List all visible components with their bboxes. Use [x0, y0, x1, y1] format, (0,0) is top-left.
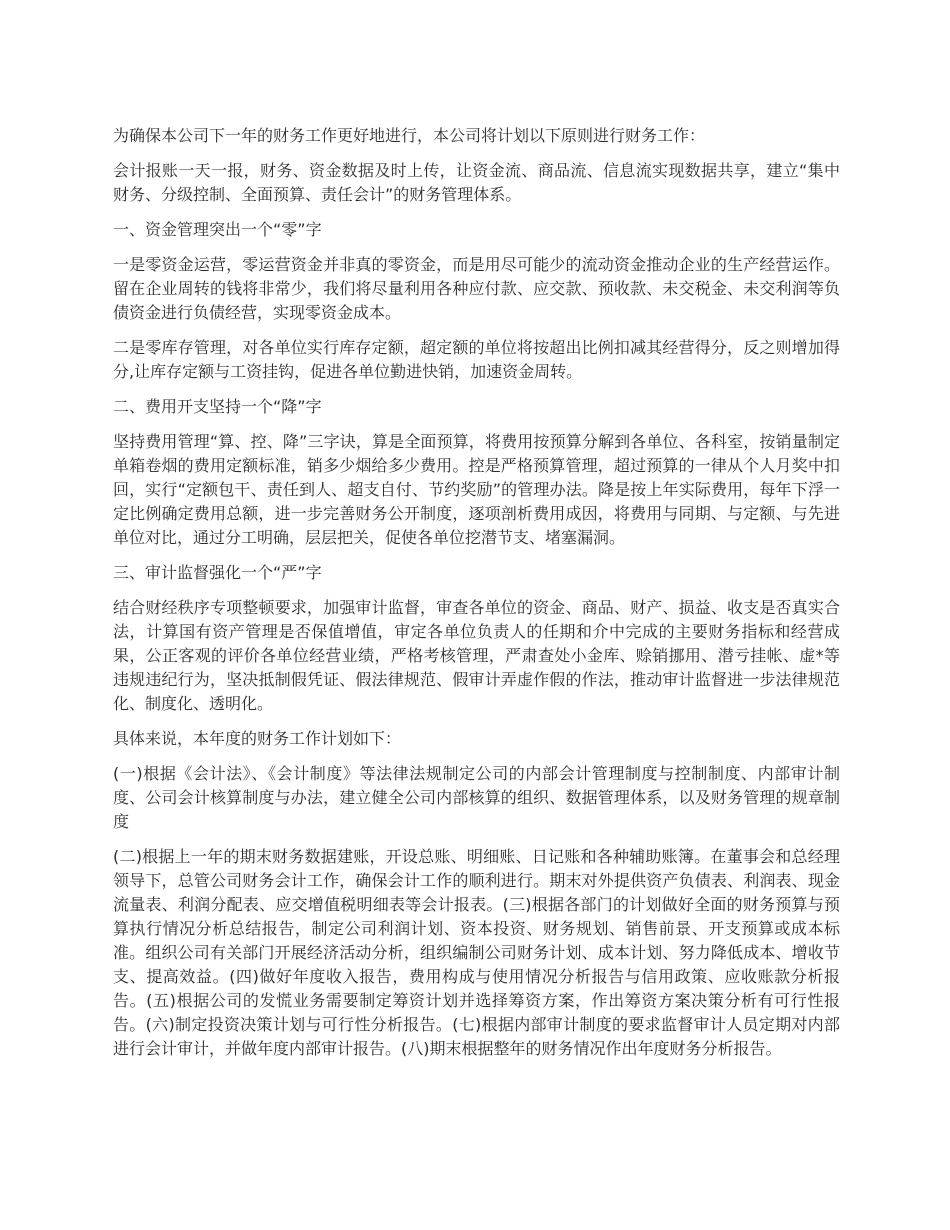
- intro-paragraph: 为确保本公司下一年的财务工作更好地进行，本公司将计划以下原则进行财务工作：: [113, 126, 706, 145]
- section-1-paragraph-2: 二是零库存管理，对各单位实行库存定额，超定额的单位将按超出比例扣减其经营得分，反之则增加得分,让库存定额与工资挂钩，促进各单位勤进快销，加速资金周转。: [113, 338, 840, 381]
- plan-intro: 具体来说，本年度的财务工作计划如下：: [113, 729, 402, 748]
- section-3-heading: 三、审计监督强化一个“严”字: [113, 563, 322, 582]
- section-3-paragraph-1: 结合财经秩序专项整顿要求，加强审计监督，审查各单位的资金、商品、财产、损益、收支是否真实合法，计算国有资产管理是否保值增值，审定各单位负责人的任期和介中完成的主要财务指标和经营成果，公正客观的评价各单位经营业绩，严格考核管理，严肃查处小金库、赊销挪用、潜亏挂帐、虚*等违规违纪行为，坚决抵制假凭证、假法律规范、假审计弄虚作假的作法，推动审计监督进一步法律规范化、制度化、透明化。: [113, 598, 840, 713]
- plan-item-1: (一)根据《会计法》、《会计制度》等法律法规制定公司的内部会计管理制度与控制制度、内部审计制度、公司会计核算制度与办法，建立健全公司内部核算的组织、数据管理体系，以及财务管理的规章制度: [113, 764, 840, 831]
- section-2-heading: 二、费用开支坚持一个“降”字: [113, 397, 322, 416]
- section-1-heading: 一、资金管理突出一个“零”字: [113, 220, 322, 239]
- principle-paragraph: 会计报账一天一报，财务、资金数据及时上传，让资金流、商品流、信息流实现数据共享，建立“集中财务、分级控制、全面预算、责任会计”的财务管理体系。: [113, 161, 840, 204]
- section-1-paragraph-1: 一是零资金运营，零运营资金并非真的零资金，而是用尽可能少的流动资金推动企业的生产经营运作。留在企业周转的钱将非常少，我们将尽量利用各种应付款、应交款、预收款、未交税金、未交利润等负债资金进行负债经营，实现零资金成本。: [113, 255, 840, 322]
- section-2-paragraph-1: 坚持费用管理“算、控、降”三字诀，算是全面预算，将费用按预算分解到各单位、各科室，按销量制定单箱卷烟的费用定额标准，销多少烟给多少费用。控是严格预算管理，超过预算的一律从个人月奖中扣回，实行“定额包干、责任到人、超支自付、节约奖励”的管理办法。降是按上年实际费用，每年下浮一定比例确定费用总额，进一步完善财务公开制度，逐项剖析费用成因，将费用与同期、与定额、与先进单位对比，通过分工明确，层层把关，促使各单位挖潜节支、堵塞漏洞。: [113, 432, 840, 547]
- plan-item-2: (二)根据上一年的期末财务数据建账，开设总账、明细账、日记账和各种辅助账簿。在董事会和总经理领导下，总管公司财务会计工作，确保会计工作的顺利进行。期末对外提供资产负债表、利润表、现金流量表、利润分配表、应交增值税明细表等会计报表。(三)根据各部门的计划做好全面的财务预算与预算执行情况分析总结报告，制定公司利润计划、资本投资、财务规划、销售前景、开支预算或成本标准。组织公司有关部门开展经济活动分析，组织编制公司财务计划、成本计划、努力降低成本、增收节支、提高效益。(四)做好年度收入报告，费用构成与使用情况分析报告与信用政策、应收账款分析报告。(五)根据公司的发慌业务需要制定筹资计划并选择筹资方案，作出筹资方案决策分析有可行性报告。(六)制定投资决策计划与可行性分析报告。(七)根据内部审计制度的要求监督审计人员定期对内部进行会计审计，并做年度内部审计报告。(八)期末根据整年的财务情况作出年度财务分析报告。: [113, 847, 840, 1058]
- document-page: [113, 124, 840, 1072]
